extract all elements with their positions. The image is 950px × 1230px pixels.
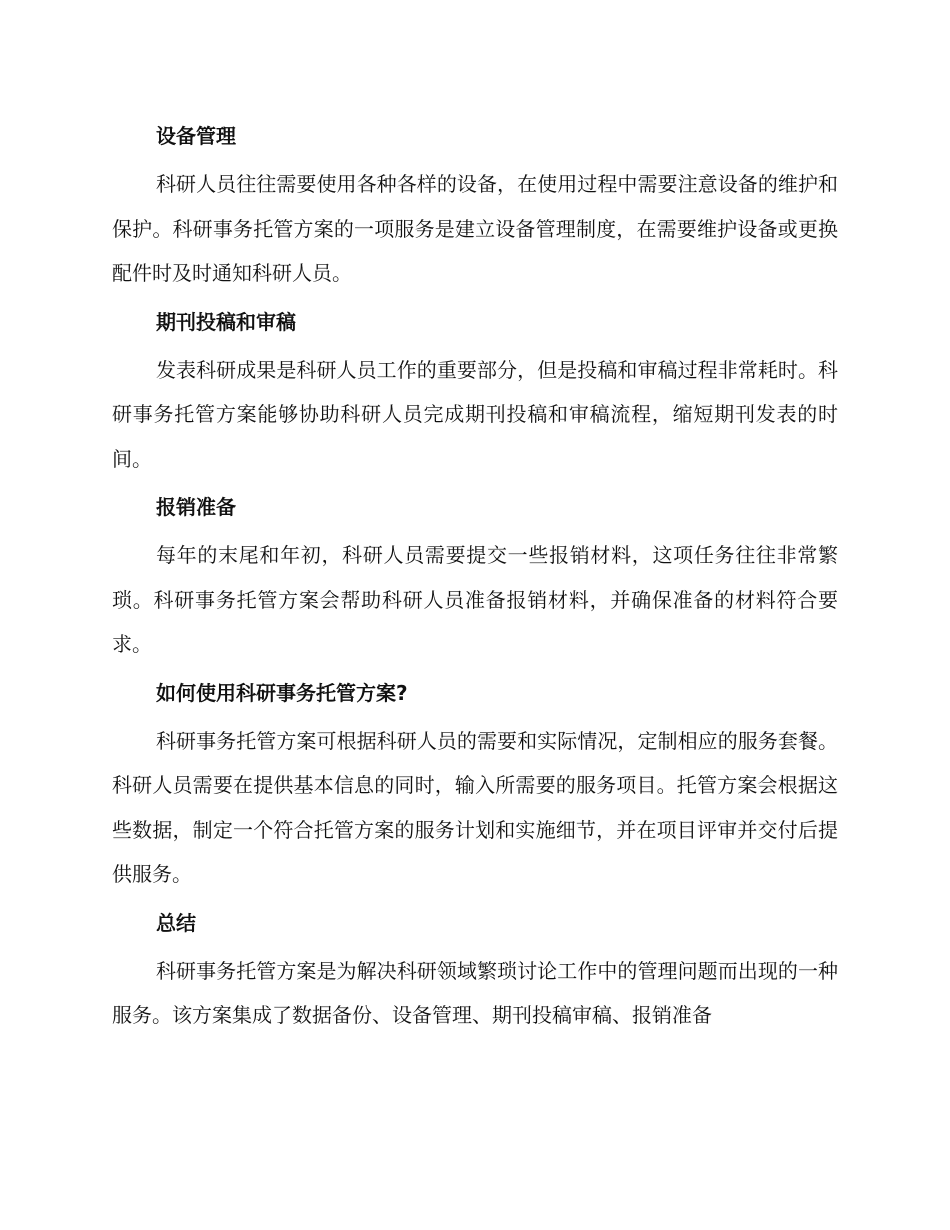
section-body-summary: 科研事务托管方案是为解决科研领域繁琐讨论工作中的管理问题而出现的一种服务。该方案集成了数据备份、设备管理、期刊投稿审稿、报销准备 bbox=[112, 958, 838, 1027]
section-body-how-to-use: 科研事务托管方案可根据科研人员的需要和实际情况，定制相应的服务套餐。科研人员需要在提供基本信息的同时，输入所需要的服务项目。托管方案会根据这些数据，制定一个符合托管方案的服务计划和实施细节，并在项目评审并交付后提供服务。 bbox=[112, 728, 838, 886]
section-heading-reimbursement: 报销准备 bbox=[156, 495, 236, 519]
section-body-reimbursement: 每年的末尾和年初，科研人员需要提交一些报销材料，这项任务往往非常繁琐。科研事务托管方案会帮助科研人员准备报销材料，并确保准备的材料符合要求。 bbox=[112, 543, 838, 656]
section-heading-equipment: 设备管理 bbox=[156, 124, 236, 148]
section-heading-summary: 总结 bbox=[156, 910, 196, 935]
section-heading-how-to-use: 如何使用科研事务托管方案? bbox=[156, 680, 408, 705]
section-body-equipment: 科研人员往往需要使用各种各样的设备，在使用过程中需要注意设备的维护和保护。科研事务托管方案的一项服务是建立设备管理制度，在需要维护设备或更换配件时及时通知科研人员。 bbox=[112, 172, 838, 285]
section-heading-journal: 期刊投稿和审稿 bbox=[156, 309, 296, 334]
section-body-journal: 发表科研成果是科研人员工作的重要部分，但是投稿和审稿过程非常耗时。科研事务托管方案能够协助科研人员完成期刊投稿和审稿流程，缩短期刊发表的时间。 bbox=[112, 357, 838, 471]
